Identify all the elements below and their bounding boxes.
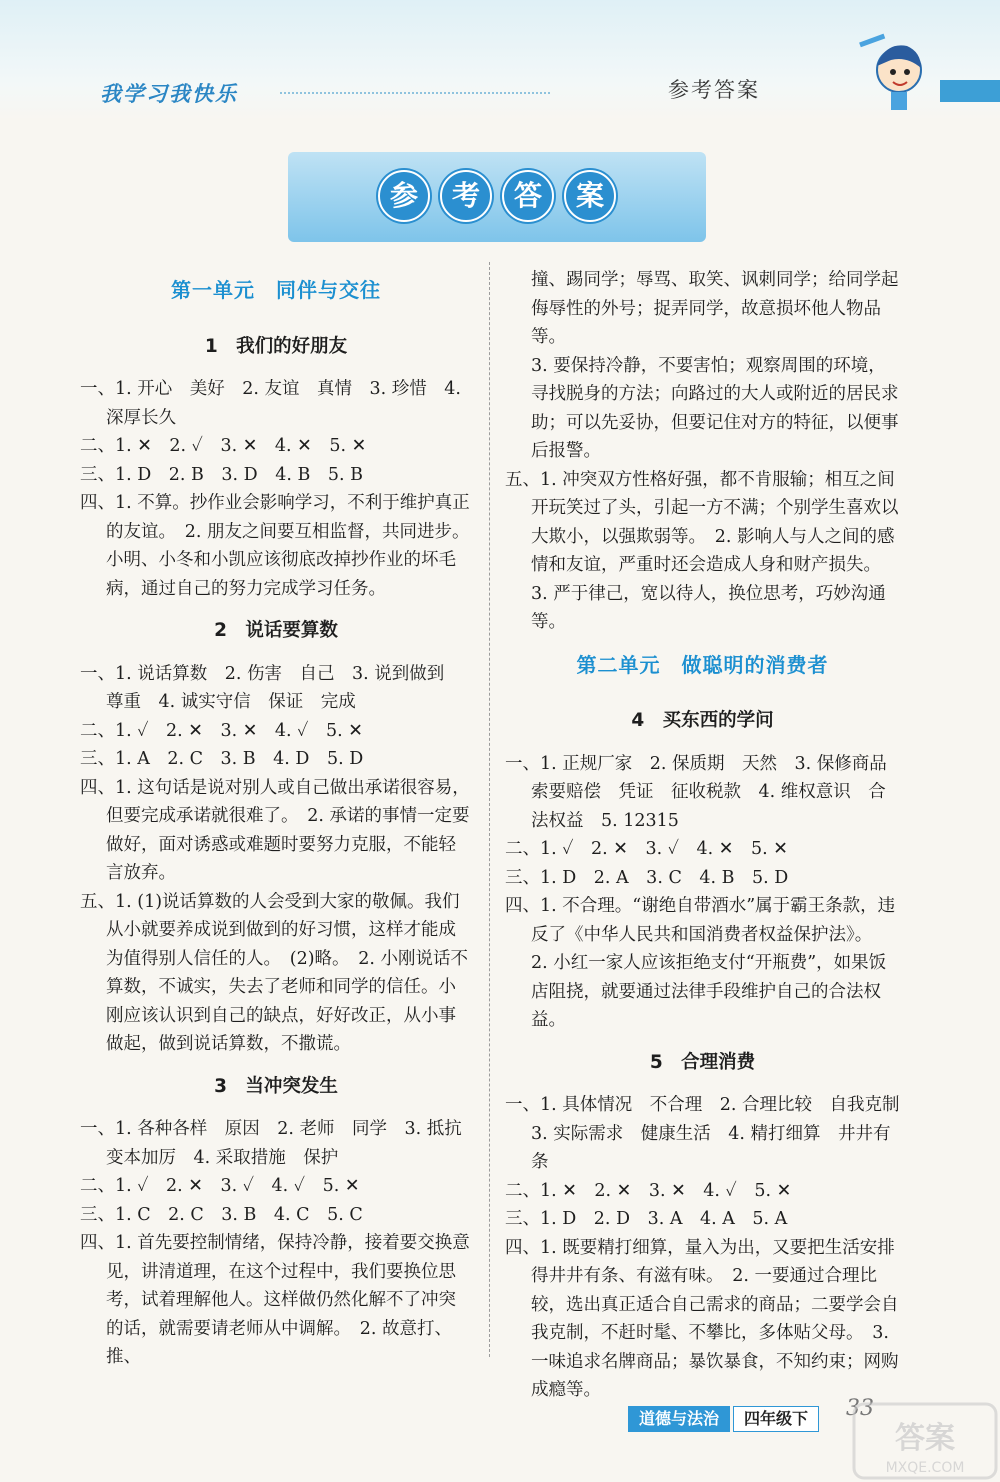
answer-line: 一、1. 说话算数 2. 伤害 自己 3. 说到做到 尊重 4. 诚实守信 保证 完成 <box>80 663 462 712</box>
left-column <box>80 262 480 1372</box>
answer-line: 四、1. 这句话是说对别人或自己做出承诺很容易，但要完成承诺就很难了。 2. 承诺的事情一定要做好，面对诱惑或难题时要努力克服，不能轻言放弃。 <box>80 777 470 883</box>
lesson-title: 2 说话要算数 <box>214 620 338 641</box>
answer-line: 撞、踢同学；辱骂、取笑、讽刺同学；给同学起侮辱性的外号；捉弄同学，故意损坏他人物品等。 <box>531 270 899 347</box>
mascot-icon <box>855 28 935 113</box>
svg-text:答案: 答案 <box>895 1421 955 1456</box>
answer-line: 3. 严于律己，宽以待人，换位思考，巧妙沟通等。 <box>531 583 886 632</box>
answer-line: 一、1. 开心 美好 2. 友谊 真情 3. 珍惜 4. 深厚长久 <box>80 379 461 428</box>
title-char: 参 <box>378 170 430 222</box>
grade-badge: 四年级下 <box>733 1406 819 1432</box>
unit-heading: 第二单元 做聪明的消费者 <box>576 652 829 677</box>
answer-line: 二、1. ✕ 2. ✓ 3. ✕ 4. ✕ 5. ✕ <box>80 436 367 456</box>
answer-line: 四、1. 首先要控制情绪，保持冷静，接着要交换意见，讲清道理，在这个过程中，我们要换位思考，试着理解他人。这样做仍然化解不了冲突的话，就需要请老师从中调解。 2. 故意打、推、 <box>80 1233 470 1367</box>
answer-line: 一、1. 正规厂家 2. 保质期 天然 3. 保修商品 索要赔偿 凭证 征收税款 4. 维权意识 合法权益 5. 12315 <box>505 753 905 831</box>
answer-line: 二、1. ✕ 2. ✕ 3. ✕ 4. ✓ 5. ✕ <box>505 1180 792 1201</box>
subject-badge: 道德与法治 <box>628 1406 730 1432</box>
header-right-title: 参考答案 <box>668 78 760 102</box>
answer-line: 五、1. 冲突双方性格好强，都不肯服输；相互之间开玩笑过了头，引起一方不满；个别学生喜欢以大欺小，以强欺弱等。 2. 影响人与人之间的感情和友谊，严重时还会造成人身和财产损失。 <box>505 469 899 575</box>
page-number: 33 <box>846 1396 874 1421</box>
page-title <box>378 170 616 222</box>
answer-line: 四、1. 不算。抄作业会影响学习，不利于维护真正的友谊。 2. 朋友之间要互相监督，共同进步。小明、小冬和小凯应该彻底改掉抄作业的坏毛病，通过自己的努力完成学习任务。 <box>80 493 470 599</box>
answer-line: 二、1. ✓ 2. ✕ 3. ✓ 4. ✓ 5. ✕ <box>80 1176 360 1196</box>
watermark-logo <box>850 1400 1000 1482</box>
answer-line: 一、1. 具体情况 不合理 2. 合理比较 自我克制 3. 实际需求 健康生活 4. 精打细算 井井有条 <box>505 1095 918 1172</box>
answer-line: 3. 要保持冷静，不要害怕；观察周围的环境，寻找脱身的方法；向路过的大人或附近的居民求助；可以先妥协，但要记住对方的特征，以便事后报警。 <box>531 355 899 461</box>
answer-line: 三、1. C 2. C 3. B 4. C 5. C <box>80 1204 363 1225</box>
answer-line: 四、1. 不合理。“谢绝自带酒水”属于霸王条款，违反了《中华人民共和国消费者权益保护法》。 <box>505 896 896 945</box>
lesson-title: 1 我们的好朋友 <box>204 335 348 357</box>
title-char: 考 <box>440 170 492 222</box>
svg-text:MXQE.COM: MXQE.COM <box>885 1460 965 1476</box>
column-divider <box>489 262 490 1357</box>
lesson-title: 3 当冲突发生 <box>214 1075 338 1097</box>
answer-line: 二、1. ✓ 2. ✕ 3. ✓ 4. ✕ 5. ✕ <box>505 839 788 859</box>
lesson-title: 5 合理消费 <box>649 1051 756 1073</box>
header-divider <box>280 92 550 94</box>
answer-line: 2. 小红一家人应该拒绝支付“开瓶费”，如果饭店阻挠，就要通过法律手段维护自己的合法权益。 <box>531 953 887 1030</box>
answer-line: 五、1. (1)说话算数的人会受到大家的敬佩。我们从小就要养成说到做到的好习惯，这样才能成为值得别人信任的人。 (2)略。 2. 小刚说话不算数，不诚实，失去了老师和同学的信任。小刚应该认识到自己的缺点，好好改正，从小事做起，做到说话算数，不撒谎。 <box>80 891 469 1054</box>
lesson-title: 4 买东西的学问 <box>631 710 774 731</box>
right-column <box>505 266 918 1405</box>
answer-line: 四、1. 既要精打细算，量入为出，又要把生活安排得井井有条、有滋有味。 2. 一要通过合理比较，选出真正适合自己需求的商品；二要学会自我克制，不赶时髦、不攀比，多体贴父母。 3. 一味追求名牌商品；暴饮暴食，不知约束；网购成瘾等。 <box>505 1237 899 1400</box>
answer-line: 三、1. D 2. B 3. D 4. B 5. B <box>80 464 363 485</box>
answer-line: 三、1. D 2. A 3. C 4. B 5. D <box>505 867 789 888</box>
answer-line: 二、1. ✓ 2. ✕ 3. ✕ 4. ✓ 5. ✕ <box>80 720 363 741</box>
answer-line: 三、1. A 2. C 3. B 4. D 5. D <box>80 749 364 769</box>
header-tab <box>940 80 1000 102</box>
answer-line: 三、1. D 2. D 3. A 4. A 5. A <box>505 1209 788 1229</box>
title-char: 答 <box>502 170 554 222</box>
header-left-title: 我学习我快乐 <box>100 82 238 106</box>
answer-line: 一、1. 各种各样 原因 2. 老师 同学 3. 抵抗 变本加厉 4. 采取措施 保护 <box>80 1119 480 1168</box>
title-char: 案 <box>564 170 616 222</box>
unit-heading: 第一单元 同伴与交往 <box>171 278 381 302</box>
